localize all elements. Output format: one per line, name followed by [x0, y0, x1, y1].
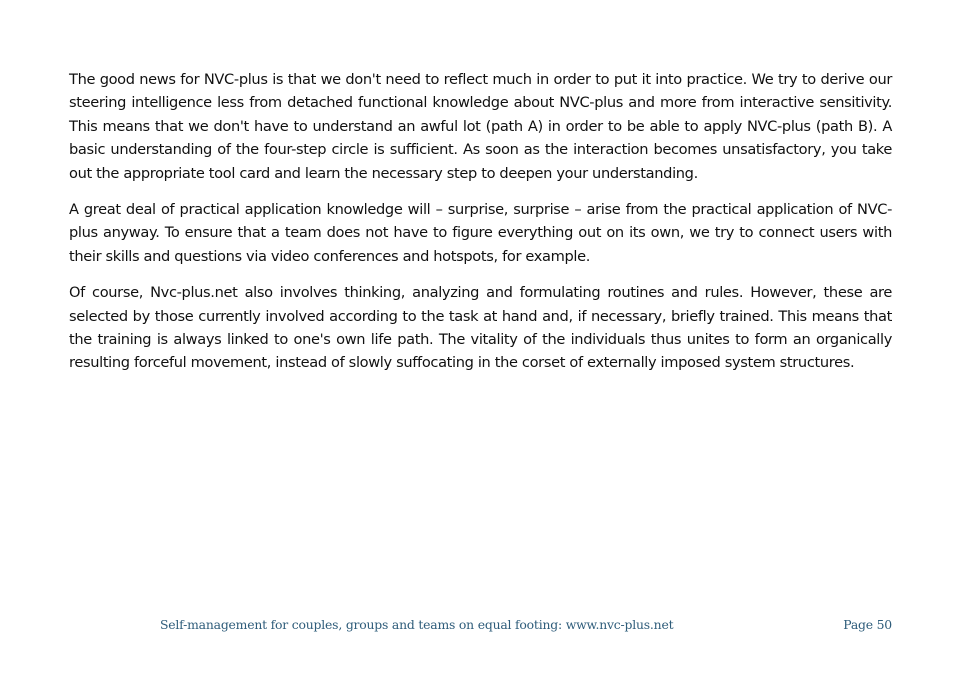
page-number: Page 50	[843, 617, 892, 632]
paragraph-1: The good news for NVC-plus is that we don't need to reflect much in order to put it into practice. We try to derive our steering intelligence less from detached functional knowledge about NVC-plus and more from interactive sensitivity. This means that we don't have to understand an awful lot (path A) in order to be able to apply NVC-plus (path B). A basic understanding of the four-step circle is sufficient. As soon as the interaction becomes unsatisfactory, you take out the appropriate tool card and learn the necessary step to deepen your understanding.	[69, 71, 892, 182]
paragraph-2: A great deal of practical application knowledge will – surprise, surprise – arise from the practical application of NVC-plus anyway. To ensure that a team does not have to figure everything out on its own, we try to connect users with their skills and questions via video conferences and hotspots, for example.	[69, 201, 892, 265]
body-text	[69, 68, 892, 388]
page-footer	[160, 617, 892, 635]
footer-text: Self-management for couples, groups and teams on equal footing: www.nvc-plus.net	[160, 617, 674, 632]
paragraph-3: Of course, Nvc-plus.net also involves thinking, analyzing and formulating routines and rules. However, these are selected by those currently involved according to the task at hand and, if necessary, briefly trained. This means that the training is always linked to one's own life path. The vitality of the individuals thus unites to form an organically resulting forceful movement, instead of slowly suffocating in the corset of externally imposed system structures.	[69, 284, 892, 372]
